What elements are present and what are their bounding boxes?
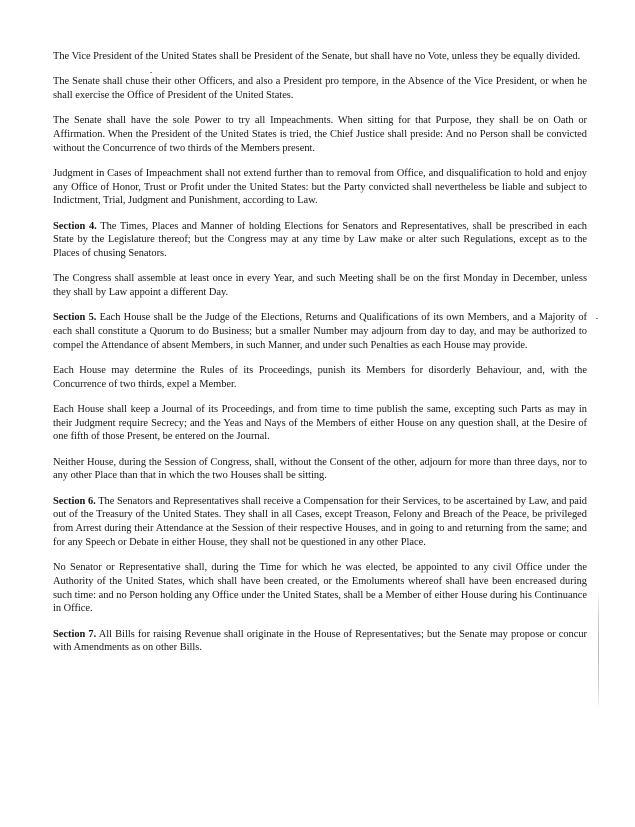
paragraph-office-restriction xyxy=(53,561,587,616)
paragraph-text: The Vice President of the United States shall be President of the Senate, but shall have no Vote, unless they be equally divided. xyxy=(53,51,581,62)
paragraph-text: Each House shall be the Judge of the Elections, Returns and Qualifications of its own Members, and a Majority of each shall constitute a Quorum to do Business; but a smaller Number may adjourn from day to day, and may be authorized to compel the Attendance of absent Members, in such Manner, and under such Penalties as each House may provide. xyxy=(53,312,587,351)
paragraph-house-journal xyxy=(53,403,587,444)
scan-speck xyxy=(596,318,598,319)
document-page xyxy=(53,50,587,666)
paragraph-text: The Senate shall chuse their other Officers, and also a President pro tempore, in the Absence of the Vice President, or when he shall exercise the Office of President of the United States. xyxy=(53,76,587,101)
paragraph-section-5 xyxy=(53,311,587,352)
scan-margin-line xyxy=(598,590,599,710)
paragraph-section-7 xyxy=(53,628,587,655)
scan-speck xyxy=(150,72,152,73)
paragraph-text: The Times, Places and Manner of holding Elections for Senators and Representatives, shall be prescribed in each State by the Legislature thereof; but the Congress may at any time by Law make or alter such Regulations, except as to the Places of chusing Senators. xyxy=(53,220,588,260)
paragraph-senate-officers xyxy=(53,75,587,102)
section-heading: Section 7. xyxy=(53,628,97,640)
paragraph-text: The Senators and Representatives shall receive a Compensation for their Services, to be ascertained by Law, and paid out of the Treasury of the United States. They shall in all Cases, except Treason, Felony and Breach of the Peace, be privileged from Arrest during their Attendance at the Session of their respective Houses, and in going to and returning from the same; and for any Speech or Debate in either House, they shall not be questioned in any other Place. xyxy=(53,495,587,548)
paragraph-text: All Bills for raising Revenue shall originate in the House of Representatives; but the Senate may propose or concur with Amendments as on other Bills. xyxy=(53,628,587,654)
paragraph-text: Judgment in Cases of Impeachment shall not extend further than to removal from Office, and disqualification to hold and enjoy any Office of Honor, Trust or Profit under the United States: but the Party convicted shall nevertheless be liable and subject to Indictment, Trial, Judgment and Punishment, according to Law. xyxy=(53,167,587,207)
paragraph-impeachment-trials xyxy=(53,114,587,155)
paragraph-text: The Senate shall have the sole Power to try all Impeachments. When sitting for that Purpose, they shall be on Oath or Affirmation. When the President of the United States is tried, the Chief Justice shall preside: And no Person shall be convicted without the Concurrence of two thirds of the Members present. xyxy=(53,115,587,154)
paragraph-section-4 xyxy=(53,220,587,261)
paragraph-text: Each House shall keep a Journal of its Proceedings, and from time to time publish the same, excepting such Parts as may in their Judgment require Secrecy; and the Yeas and Nays of the Members of either House on any question shall, at the Desire of one fifth of those Present, be entered on the Journal. xyxy=(53,403,587,443)
section-heading: Section 4. xyxy=(53,220,97,232)
section-heading: Section 5. xyxy=(53,312,97,324)
paragraph-house-rules xyxy=(53,364,587,391)
paragraph-vice-president xyxy=(53,50,587,64)
paragraph-adjournment xyxy=(53,456,587,483)
paragraph-congress-assembly xyxy=(53,272,587,299)
paragraph-text: Each House may determine the Rules of its Proceedings, punish its Members for disorderly Behaviour, and, with the Concurrence of two thirds, expel a Member. xyxy=(53,364,587,390)
paragraph-text: No Senator or Representative shall, during the Time for which he was elected, be appointed to any civil Office under the Authority of the United States, which shall have been created, or the Emoluments whereof shall have been encreased during such time: and no Person holding any Office under the United States, shall be a Member of either House during his Continuance in Office. xyxy=(53,562,587,615)
paragraph-text: Neither House, during the Session of Congress, shall, without the Consent of the other, adjourn for more than three days, nor to any other Place than that in which the two Houses shall be sitting. xyxy=(53,456,587,482)
paragraph-section-6 xyxy=(53,495,587,550)
paragraph-impeachment-judgment xyxy=(53,167,587,208)
section-heading: Section 6. xyxy=(53,495,96,507)
paragraph-text: The Congress shall assemble at least once in every Year, and such Meeting shall be on the first Monday in December, unless they shall by Law appoint a different Day. xyxy=(53,273,587,299)
